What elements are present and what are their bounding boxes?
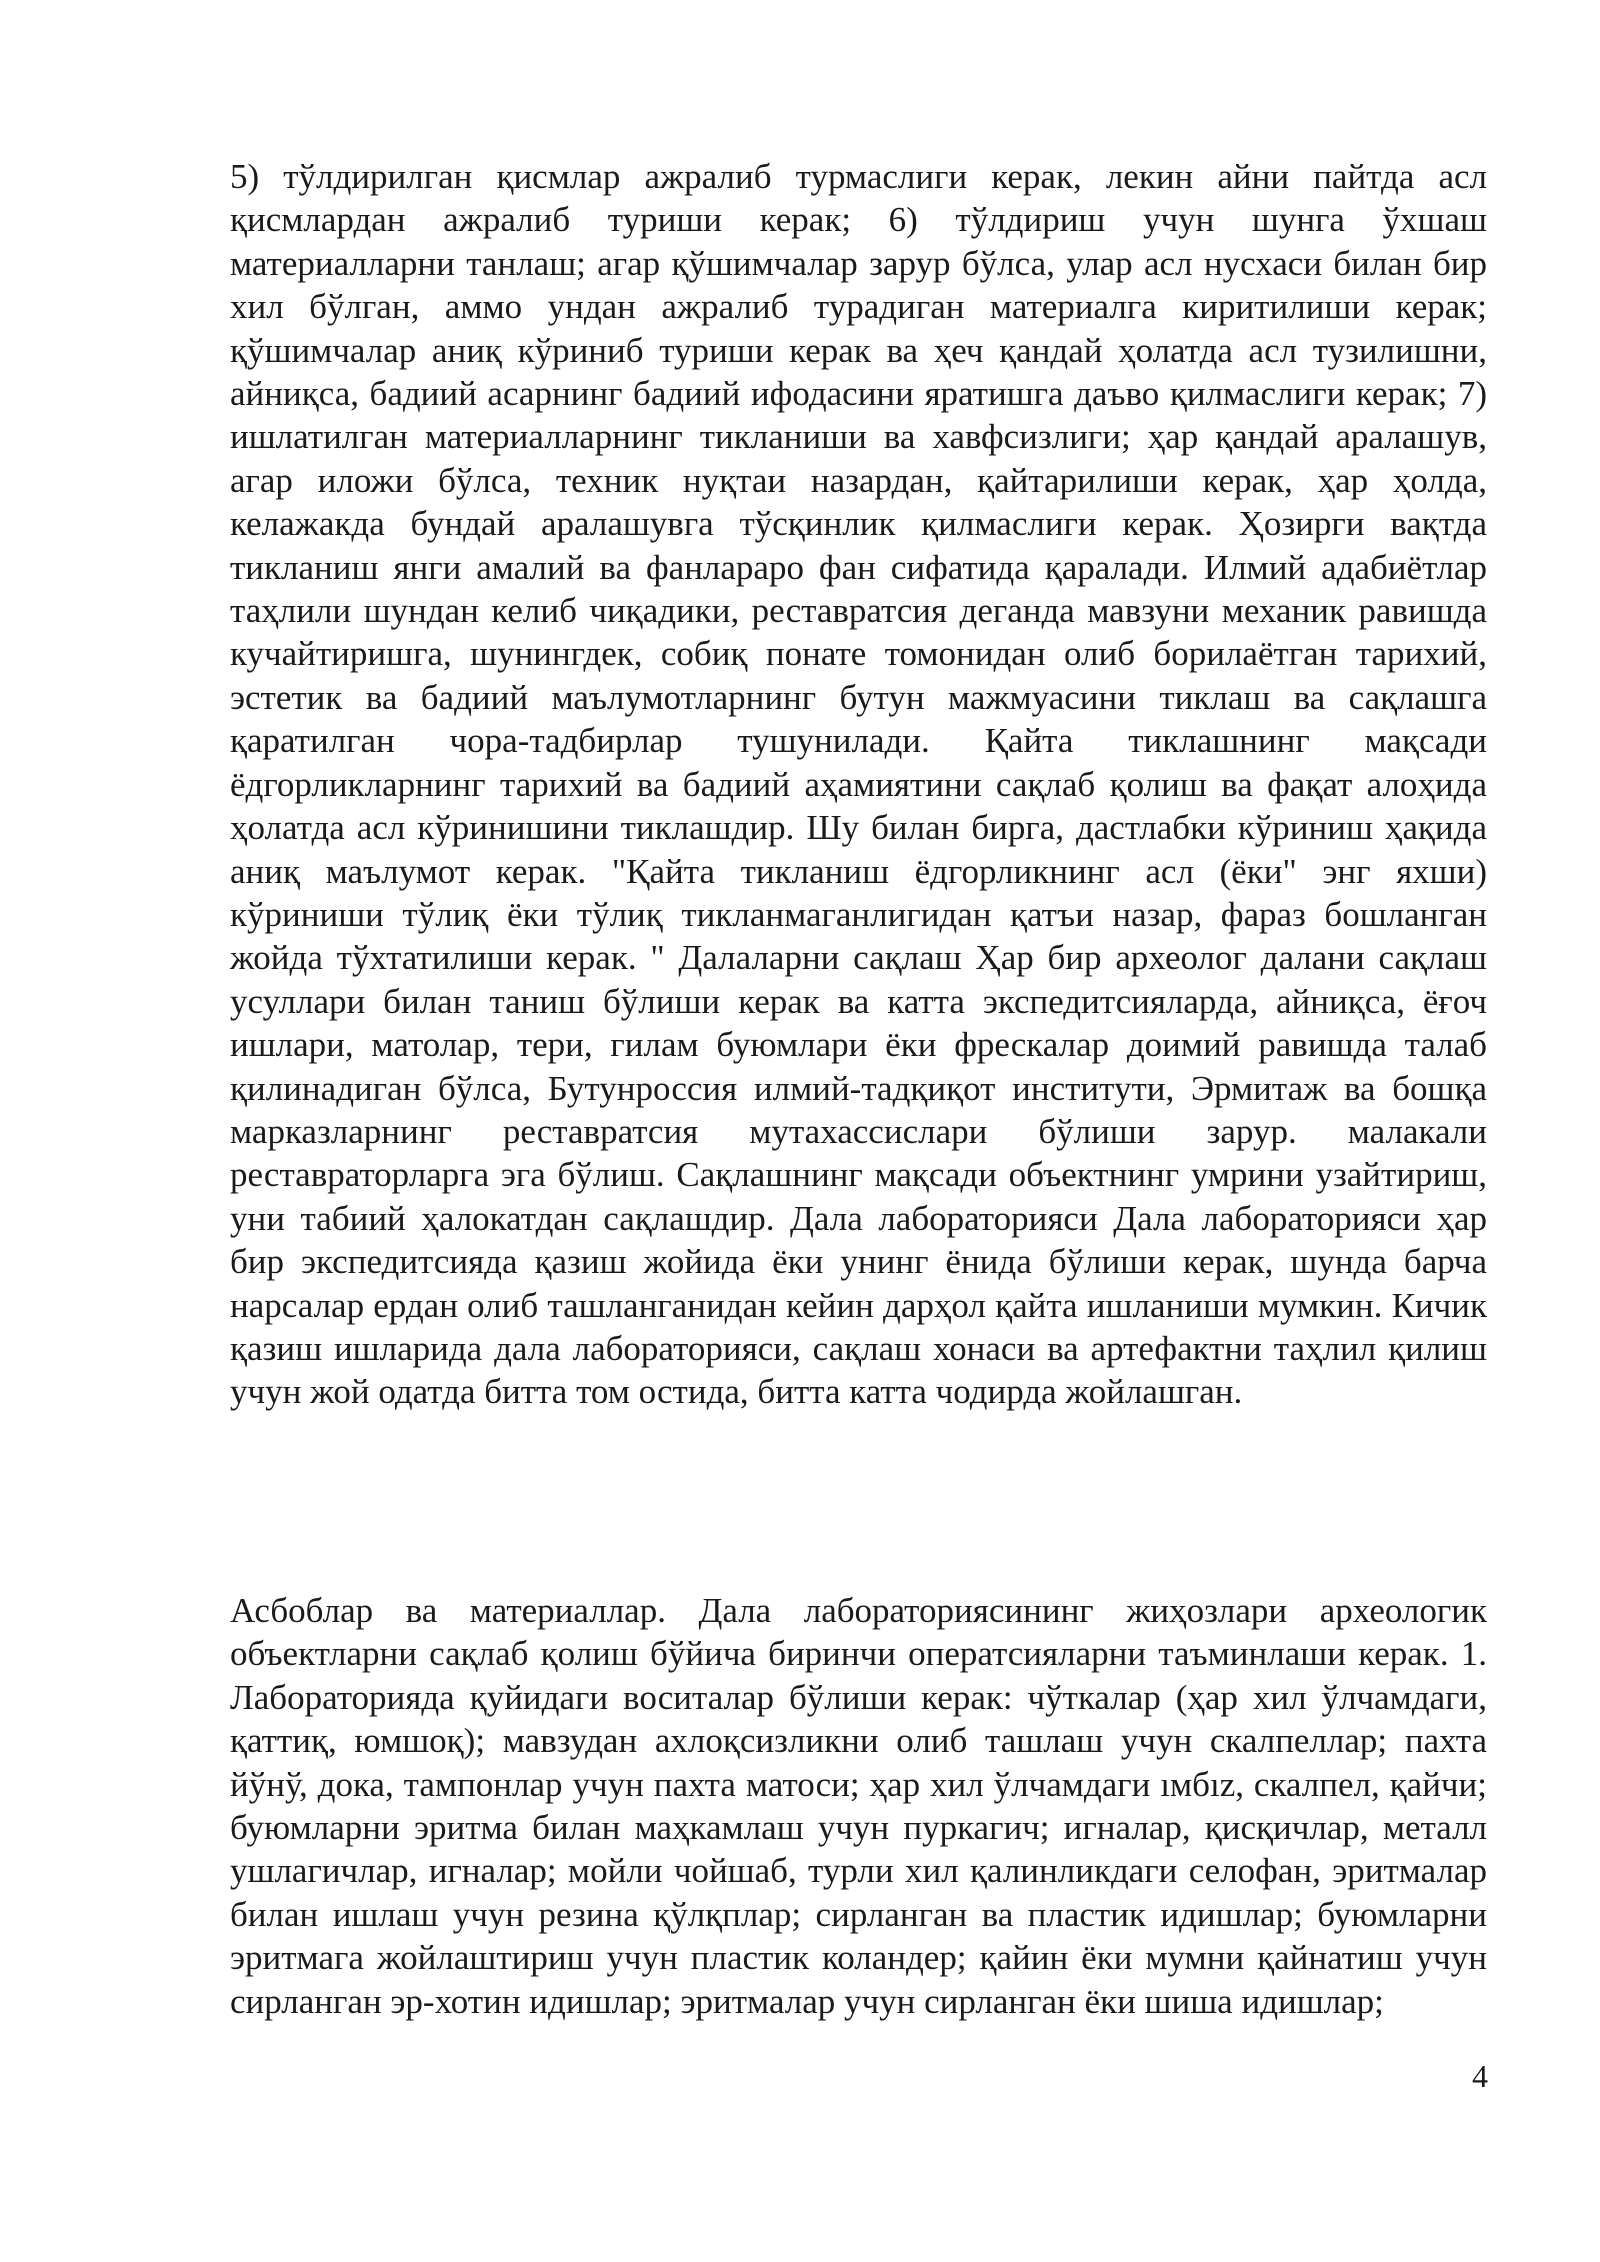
body-paragraph-1: 5) тўлдирилган қисмлар ажралиб турмаслиги керак, лекин айни пайтда асл қисмлардан ажралиб туриши керак; 6) тўлдириш учун шунга ўхшаш материалларни танлаш; агар қўшимчалар зарур бўлса, улар асл нусхаси билан бир хил бўлган, аммо ундан ажралиб турадиган материалга киритилиши керак; қўшимчалар аниқ кўриниб туриши керак ва ҳеч қандай ҳолатда асл тузилишни, айниқса, бадиий асарнинг бадиий ифодасини яратишга даъво қилмаслиги керак; 7) ишлатилган материалларнинг тикланиши ва хавфсизлиги; ҳар қандай аралашув, агар иложи бўлса, техник нуқтаи назардан, қайтарилиши керак, ҳар ҳолда, келажакда бундай аралашувга тўсқинлик қилмаслиги керак. Ҳозирги вақтда тикланиш янги амалий ва фанлараро фан сифатида қаралади. Илмий адабиётлар таҳлили шундан келиб чиқадики, реставратсия деганда мавзуни механик равишда кучайтиришга, шунингдек, собиқ понате томонидан олиб борилаётган тарихий, эстетик ва бадиий маълумотларнинг бутун мажмуасини тиклаш ва сақлашга қаратилган чора-тадбирлар тушунилади. Қайта тиклашнинг мақсади ёдгорликларнинг тарихий ва бадиий аҳамиятини сақлаб қолиш ва фақат алоҳида ҳолатда асл кўринишини тиклашдир. Шу билан бирга, дастлабки кўриниш ҳақида аниқ маълумот керак. "Қайта тикланиш ёдгорликнинг асл (ёки" энг яхши) кўриниши тўлиқ ёки тўлиқ тикланмаганлигидан қатъи назар, фараз бошланган жойда тўхтатилиши керак. " Далаларни сақлаш Ҳар бир археолог далани сақлаш усуллари билан таниш бўлиши керак ва катта экспедитсияларда, айниқса, ёғоч ишлари, матолар, тери, гилам буюмлари ёки фрескалар доимий равишда талаб қилинадиган бўлса, Бутунроссия илмий-тадқиқот институти, Эрмитаж ва бошқа марказларнинг реставратсия мутахассислари бўлиши зарур. малакали реставраторларга эга бўлиш. Сақлашнинг мақсади объектнинг умрини узайтириш, уни табиий ҳалокатдан сақлашдир. Дала лабораторияси Дала лабораторияси ҳар бир экспедитсияда қазиш жойида ёки унинг ёнида бўлиши керак, шунда барча нарсалар ердан олиб ташланганидан кейин дарҳол қайта ишланиши мумкин. Кичик қазиш ишларида дала лабораторияси, сақлаш хонаси ва артефактни таҳлил қилиш учун жой одатда битта том остида, битта катта чодирда жойлашган.	[230, 157, 1487, 1412]
page-number: 4	[1472, 2058, 1488, 2094]
body-paragraph-2: Асбоблар ва материаллар. Дала лабораториясининг жиҳозлари археологик объектларни сақлаб қолиш бўйича биринчи оператсияларни таъминлаши керак. 1. Лабораторияда қуйидаги воситалар бўлиши керак: чўткалар (ҳар хил ўлчамдаги, қаттиқ, юмшоқ); мавзудан ахлоқсизликни олиб ташлаш учун скалпеллар; пахта йўнў, дока, тампонлар учун пахта матоси; ҳар хил ўлчамдаги ıмбız, скалпел, қайчи; буюмларни эритма билан маҳкамлаш учун пуркагич; игналар, қисқичлар, металл ушлагичлар, игналар; мойли чойшаб, турли хил қалинликдаги селофан, эритмалар билан ишлаш учун резина қўлқплар; сирланган ва пластик идишлар; буюмларни эритмага жойлаштириш учун пластик коландер; қайин ёки мумни қайнатиш учун сирланган эр-хотин идишлар; эритмалар учун сирланган ёки шиша идишлар;	[230, 1591, 1487, 2021]
